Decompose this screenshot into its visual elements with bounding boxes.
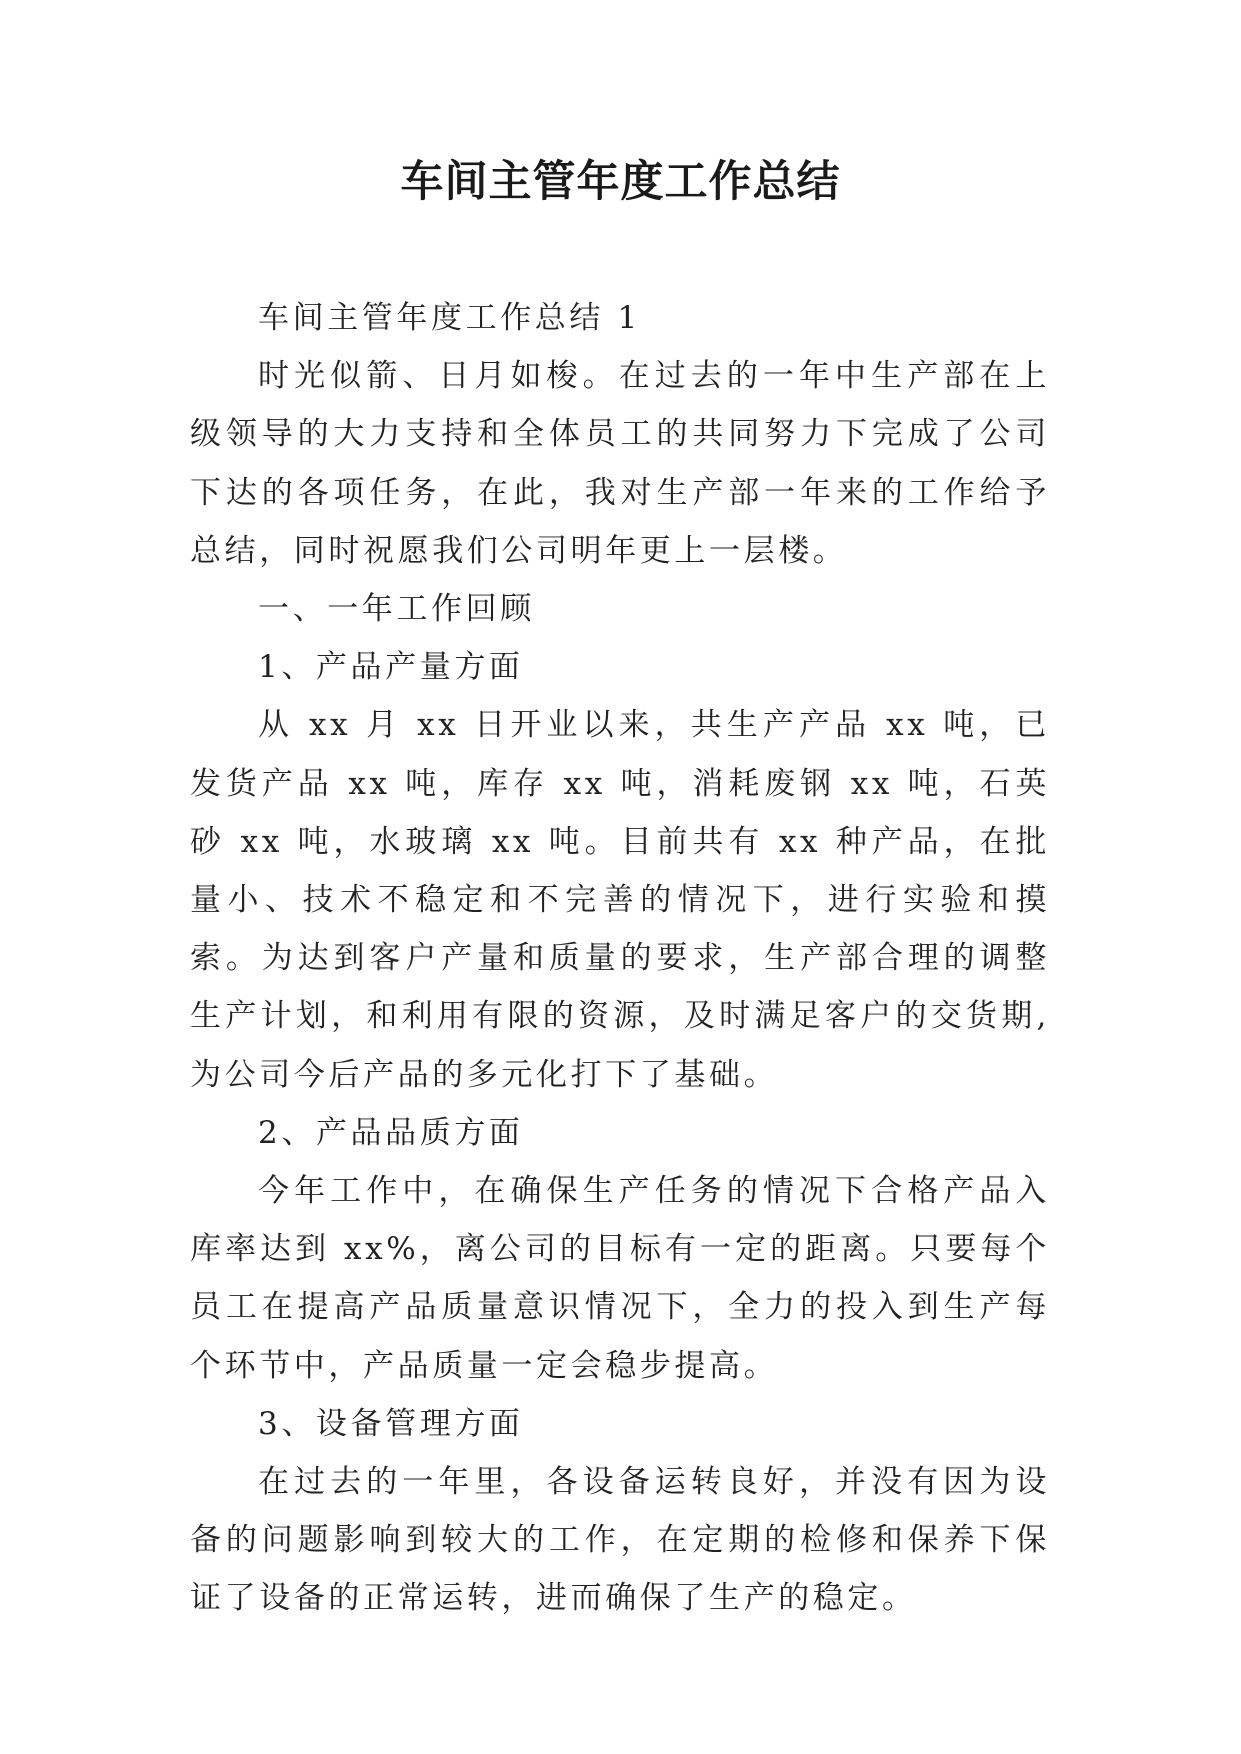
paragraph-intro: 时光似箭、日月如梭。在过去的一年中生产部在上级领导的大力支持和全体员工的共同努力下完成了公司下达的各项任务，在此，我对生产部一年来的工作给予总结，同时祝愿我们公司明年更上一层楼。 [190, 358, 1050, 569]
paragraph-output: 从 xx 月 xx 日开业以来，共生产产品 xx 吨，已发货产品 xx 吨，库存 xx 吨，消耗废钢 xx 吨，石英砂 xx 吨，水玻璃 xx 吨。目前共有 xx 种产品，在批量小、技术不稳定和不完善的情况下，进行实验和摸索。为达到客户产量和质量的要求，生产部合理的调整生产计划，和利用有限的资源，及时满足客户的交货期,为公司今后产品的多元化打下了基础。 [190, 707, 1050, 1093]
section-heading-review: 一、一年工作回顾 [258, 591, 535, 628]
paragraph-equipment: 在过去的一年里，各设备运转良好，并没有因为设备的问题影响到较大的工作，在定期的检修和保养下保证了设备的正常运转，进而确保了生产的稳定。 [190, 1464, 1050, 1617]
document-title: 车间主管年度工作总结 [400, 157, 841, 207]
section-heading-summary-1: 车间主管年度工作总结 1 [258, 300, 641, 336]
subheading-output: 1、产品产量方面 [258, 649, 524, 686]
subheading-quality: 2、产品品质方面 [258, 1114, 524, 1151]
subheading-equipment: 3、设备管理方面 [258, 1405, 524, 1442]
paragraph-quality: 今年工作中，在确保生产任务的情况下合格产品入库率达到 xx%，离公司的目标有一定的距离。只要每个员工在提高产品质量意识情况下，全力的投入到生产每个环节中，产品质量一定会稳步提高。 [190, 1173, 1050, 1384]
document-body [190, 289, 1050, 1628]
